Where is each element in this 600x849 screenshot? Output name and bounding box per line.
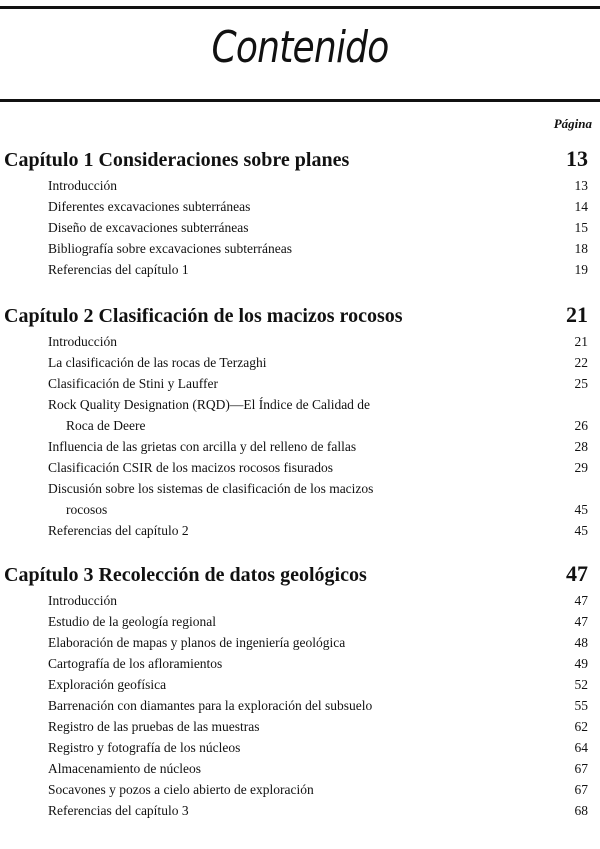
entry-title: Referencias del capítulo 3	[48, 803, 189, 818]
entry-page: 19	[574, 262, 588, 277]
entry-page: 14	[574, 199, 588, 214]
chapter-heading	[4, 302, 588, 329]
chapter-heading	[4, 146, 588, 173]
chapter-3	[4, 561, 588, 821]
entry-continuation	[48, 415, 588, 436]
entry-continuation	[48, 499, 588, 520]
entry-page: 26	[574, 418, 588, 433]
toc-entry	[48, 590, 588, 611]
entry-page: 28	[574, 439, 588, 454]
toc-entry	[48, 758, 588, 779]
toc-entry	[48, 716, 588, 737]
toc-entry	[48, 175, 588, 196]
toc-entry	[48, 217, 588, 238]
toc-entry	[48, 632, 588, 653]
entry-title: Registro de las pruebas de las muestras	[48, 719, 260, 734]
toc-entry	[48, 436, 588, 457]
entry-page: 67	[574, 761, 588, 776]
entry-title: Registro y fotografía de los núcleos	[48, 740, 241, 755]
entry-title: Bibliografía sobre excavaciones subterráneas	[48, 241, 293, 256]
toc-entry	[48, 478, 588, 520]
entry-page: 18	[574, 241, 588, 256]
chapter-page: 13	[566, 146, 588, 171]
entry-page: 45	[574, 523, 588, 538]
entry-title: Estudio de la geología regional	[48, 614, 216, 629]
entry-page: 62	[574, 719, 588, 734]
chapter-title: Capítulo 1 Consideraciones sobre planes	[4, 149, 350, 171]
toc-entry	[48, 779, 588, 800]
entry-page: 45	[574, 502, 588, 517]
entry-title: Clasificación de Stini y Lauffer	[48, 376, 218, 391]
entry-page: 13	[574, 178, 588, 193]
toc-entry	[48, 653, 588, 674]
entry-title: La clasificación de las rocas de Terzaghi	[48, 355, 267, 370]
toc-entry	[48, 737, 588, 758]
entry-title: Barrenación con diamantes para la exploración del subsuelo	[48, 698, 373, 713]
chapter-page: 21	[566, 302, 588, 327]
entry-title: Clasificación CSIR de los macizos rocosos fisurados	[48, 460, 333, 475]
entry-page: 21	[574, 334, 588, 349]
toc-entry	[48, 457, 588, 478]
toc-entry	[48, 196, 588, 217]
toc-entry	[48, 394, 588, 436]
chapter-1	[4, 146, 588, 280]
entry-title: Exploración geofísica	[48, 677, 167, 692]
toc-entry	[48, 352, 588, 373]
entry-title: Referencias del capítulo 2	[48, 523, 189, 538]
top-rule	[0, 6, 600, 9]
entry-page: 48	[574, 635, 588, 650]
entry-title: Referencias del capítulo 1	[48, 262, 189, 277]
entry-page: 67	[574, 782, 588, 797]
chapter-page: 47	[566, 561, 588, 586]
entry-title: Influencia de las grietas con arcilla y del relleno de fallas	[48, 439, 357, 454]
entry-title: Introducción	[48, 178, 117, 193]
entry-title: Diferentes excavaciones subterráneas	[48, 199, 251, 214]
entry-title-cont: Roca de Deere	[66, 418, 146, 433]
entry-title: Cartografía de los afloramientos	[48, 656, 223, 671]
toc-entry	[48, 611, 588, 632]
page-title: Contenido	[211, 22, 389, 73]
page-column-label: Página	[553, 116, 592, 131]
entry-page: 29	[574, 460, 588, 475]
entry-page: 52	[574, 677, 588, 692]
entry-title: Discusión sobre los sistemas de clasificación de los macizos	[48, 481, 374, 496]
toc-entry	[48, 238, 588, 259]
entry-page: 22	[574, 355, 588, 370]
entry-page: 64	[574, 740, 588, 755]
entry-title-cont: rocosos	[66, 502, 108, 517]
toc-entry	[48, 373, 588, 394]
entry-page: 47	[574, 593, 588, 608]
entry-title: Diseño de excavaciones subterráneas	[48, 220, 249, 235]
entry-title: Rock Quality Designation (RQD)—El Índice de Calidad de	[48, 397, 371, 412]
toc-entry	[48, 331, 588, 352]
chapter-title: Capítulo 3 Recolección de datos geológicos	[4, 564, 367, 586]
entry-title: Elaboración de mapas y planos de ingeniería geológica	[48, 635, 346, 650]
entry-page: 15	[574, 220, 588, 235]
toc-entry	[48, 695, 588, 716]
chapter-entries	[48, 175, 588, 280]
entry-page: 25	[574, 376, 588, 391]
entry-title: Introducción	[48, 334, 117, 349]
chapter-2	[4, 302, 588, 541]
entry-title: Almacenamiento de núcleos	[48, 761, 201, 776]
chapter-heading	[4, 561, 588, 588]
toc-entry	[48, 520, 588, 541]
entry-title: Introducción	[48, 593, 117, 608]
chapter-entries	[48, 590, 588, 821]
toc-entry	[48, 674, 588, 695]
entry-page: 47	[574, 614, 588, 629]
entry-page: 49	[574, 656, 588, 671]
toc-entry	[48, 800, 588, 821]
chapter-entries	[48, 331, 588, 541]
entry-page: 68	[574, 803, 588, 818]
toc-entry	[48, 259, 588, 280]
title-rule	[0, 99, 600, 102]
chapter-title: Capítulo 2 Clasificación de los macizos rocosos	[4, 305, 403, 327]
entry-page: 55	[574, 698, 588, 713]
entry-title: Socavones y pozos a cielo abierto de exploración	[48, 782, 314, 797]
